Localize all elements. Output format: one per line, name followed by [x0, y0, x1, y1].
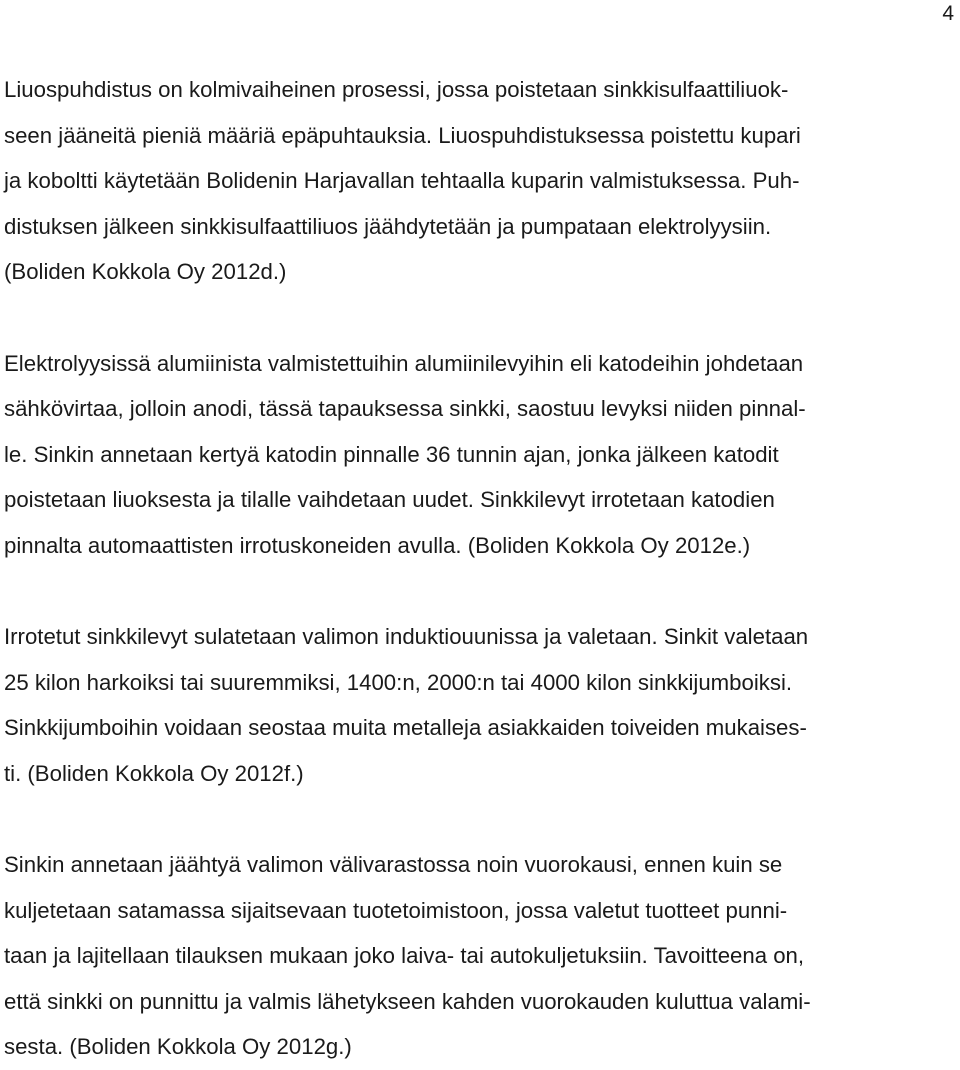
paragraph-liuospuhdistus: Liuospuhdistus on kolmivaiheinen prosessi, jossa poistetaan sinkkisulfaattiliuok- seen jääneitä pieniä määriä epäpuhtauksia. Liuospuhdistuksessa poistettu kupari ja koboltti käytetään Bolidenin Harjavallan tehtaalla kuparin valmistuksessa. Puh- distuksen jälkeen sinkkisulfaattiliuos jäähdytetään ja pumpataan elektrolyysiin. (Boliden Kokkola Oy 2012d.): [4, 77, 801, 285]
document-body: [4, 67, 958, 1070]
paragraph-varastointi: Sinkin annetaan jäähtyä valimon välivarastossa noin vuorokausi, ennen kuin se kuljetetaan satamassa sijaitsevaan tuotetoimistoon, jossa valetut tuotteet punni- taan ja lajitellaan tilauksen mukaan joko laiva- tai autokuljetuksiin. Tavoitteena on, että sinkki on punnittu ja valmis lähetykseen kahden vuorokauden kuluttua valami- sesta. (Boliden Kokkola Oy 2012g.): [4, 852, 811, 1060]
paragraph-elektrolyysi: Elektrolyysissä alumiinista valmistettuihin alumiinilevyihin eli katodeihin johdetaan sähkövirtaa, jolloin anodi, tässä tapauksessa sinkki, saostuu levyksi niiden pinnal- le. Sinkin annetaan kertyä katodin pinnalle 36 tunnin ajan, jonka jälkeen katodit poistetaan liuoksesta ja tilalle vaihdetaan uudet. Sinkkilevyt irrotetaan katodien pinnalta automaattisten irrotuskoneiden avulla. (Boliden Kokkola Oy 2012e.): [4, 350, 806, 558]
paragraph-valimo: Irrotetut sinkkilevyt sulatetaan valimon induktiouunissa ja valetaan. Sinkit valetaan 25 kilon harkoiksi tai suuremmiksi, 1400:n, 2000:n tai 4000 kilon sinkkijumboiksi. Sinkkijumboihin voidaan seostaa muita metalleja asiakkaiden toiveiden mukaises- ti. (Boliden Kokkola Oy 2012f.): [4, 624, 809, 786]
page-number: 4: [942, 2, 954, 25]
